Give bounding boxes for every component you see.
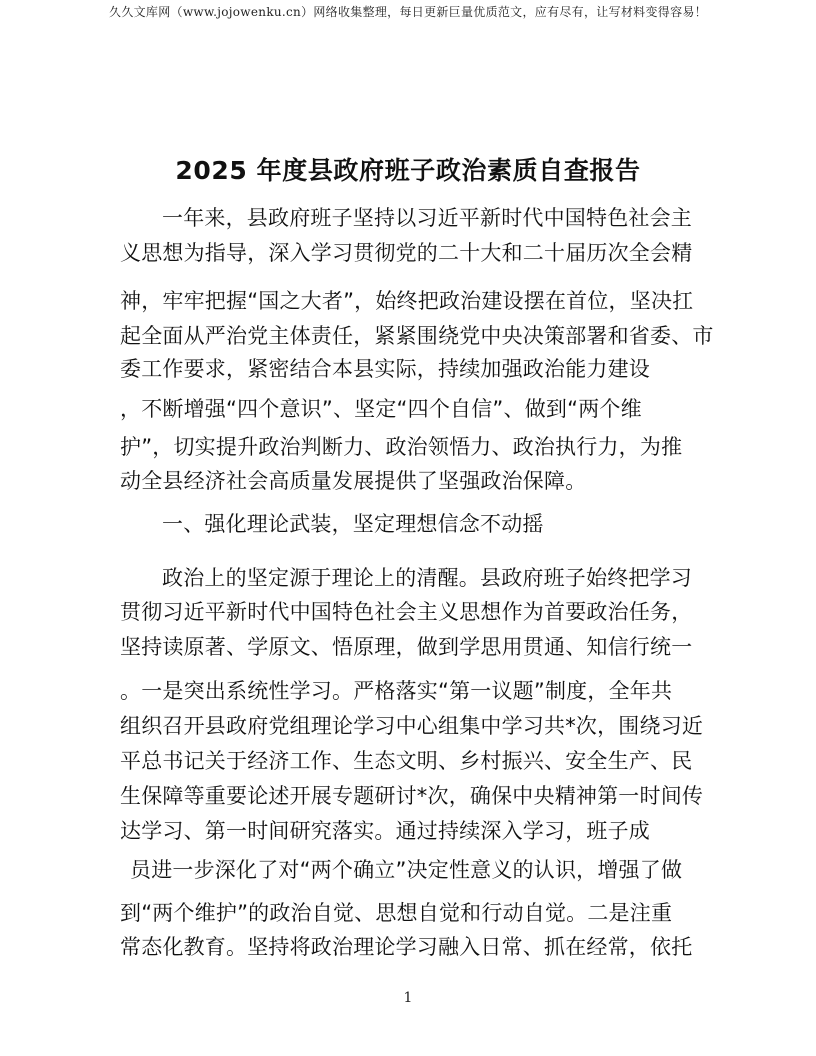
body-line: 达学习、第一时间研究落实。通过持续深入学习，班子成 (120, 819, 650, 843)
body-line: 委工作要求，紧密结合本县实际，持续加强政治能力建设 (120, 357, 650, 381)
document-title: 2025 年度县政府班子政治素质自查报告 (175, 156, 641, 185)
body-line: 员进一步深化了对“两个确立”决定性意义的认识，增强了做 (130, 858, 683, 882)
body-line: 平总书记关于经济工作、生态文明、乡村振兴、安全生产、民 (120, 749, 693, 773)
body-line: 动全县经济社会高质量发展提供了坚强政治保障。 (120, 469, 587, 493)
body-line: 常态化教育。坚持将政治理论学习融入日常、抓在经常，依托 (120, 935, 693, 959)
page-number: 1 (403, 990, 413, 1006)
section-heading: 一、强化理论武装，坚定理想信念不动摇 (162, 512, 544, 536)
body-line: 政治上的坚定源于理论上的清醒。县政府班子始终把学习 (162, 566, 692, 590)
body-line: 到“两个维护”的政治自觉、思想自觉和行动自觉。二是注重 (120, 901, 673, 925)
site-header-banner: 久久文库网（www.jojowenku.cn）网络收集整理，每日更新巨量优质范文，应有尽有，让写材料变得容易！ (109, 5, 707, 19)
body-line: 起全面从严治党主体责任，紧紧围绕党中央决策部署和省委、市 (120, 324, 714, 348)
body-line: 神，牢牢把握“国之大者”，始终把政治建设摆在首位，坚决扛 (120, 289, 694, 313)
body-line: 。一是突出系统性学习。严格落实“第一议题”制度，全年共 (120, 679, 673, 703)
body-line: 贯彻习近平新时代中国特色社会主义思想作为首要政治任务， (120, 600, 693, 624)
body-line: 一年来，县政府班子坚持以习近平新时代中国特色社会主 (162, 206, 692, 230)
body-line: 义思想为指导，深入学习贯彻党的二十大和二十届历次全会精 (120, 241, 693, 265)
body-line: 生保障等重要论述开展专题研讨*次，确保中央精神第一时间传 (120, 784, 704, 808)
body-line: 组织召开县政府党组理论学习中心组集中学习共*次，围绕习近 (120, 714, 704, 738)
body-line: 坚持读原著、学原文、悟原理，做到学思用贯通、知信行统一 (120, 635, 693, 659)
body-line: ，不断增强“四个意识”、坚定“四个自信”、做到“两个维 (120, 397, 642, 421)
body-line: 护”，切实提升政治判断力、政治领悟力、政治执行力，为推 (120, 435, 683, 459)
